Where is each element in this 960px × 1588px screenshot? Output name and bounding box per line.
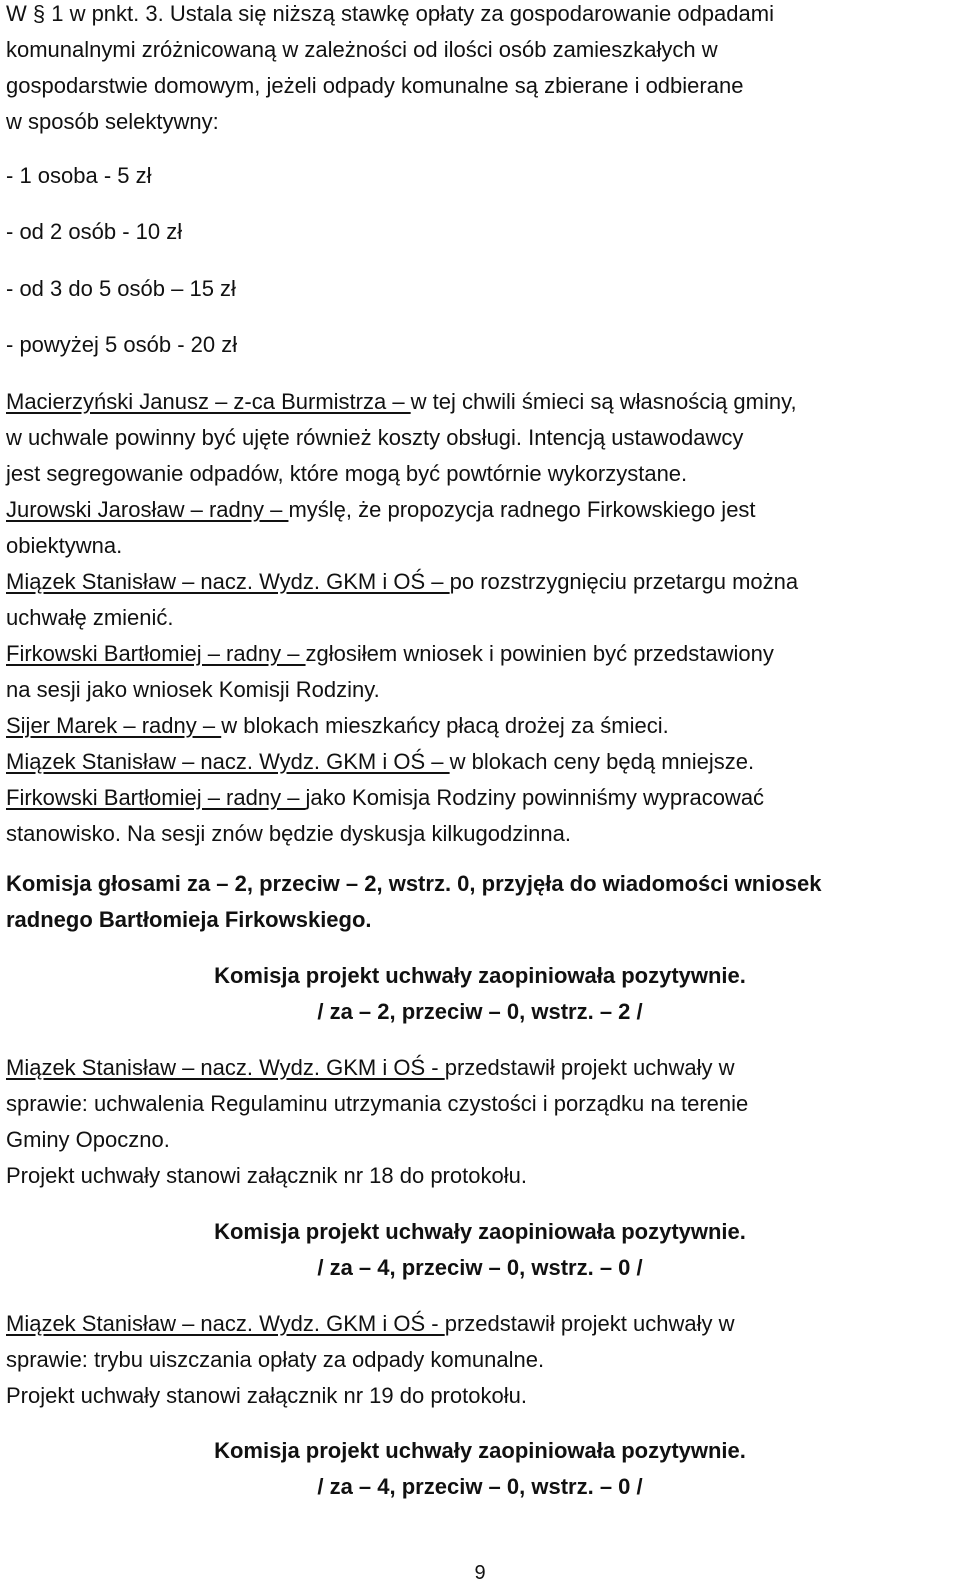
presentation-line: sprawie: trybu uiszczania opłaty za odpady komunalne. xyxy=(6,1347,545,1372)
statement-cont: obiektywna. xyxy=(6,533,123,558)
speaker-name: Firkowski Bartłomiej – radny – xyxy=(6,785,306,810)
statement xyxy=(6,384,954,420)
opinion-line: Komisja projekt uchwały zaopiniowała pozytywnie. xyxy=(214,1219,746,1244)
statement-cont: na sesji jako wniosek Komisji Rodziny. xyxy=(6,677,380,702)
presentation-line xyxy=(6,1306,954,1342)
speaker-name: Miązek Stanisław – nacz. Wydz. GKM i OŚ – xyxy=(6,569,450,594)
intro-line: w sposób selektywny: xyxy=(6,109,219,134)
statement xyxy=(6,780,954,816)
statement-cont: stanowisko. Na sesji znów będzie dyskusja kilkugodzinna. xyxy=(6,821,571,846)
opinion-vote: / za – 4, przeciw – 0, wstrz. – 0 / xyxy=(317,1474,643,1499)
intro-paragraph xyxy=(6,0,954,140)
opinion-vote: / za – 2, przeciw – 0, wstrz. – 2 / xyxy=(317,999,643,1024)
presentation-line: sprawie: uchwalenia Regulaminu utrzymania czystości i porządku na terenie xyxy=(6,1091,749,1116)
speaker-name: Miązek Stanisław – nacz. Wydz. GKM i OŚ – xyxy=(6,749,450,774)
presentation-2 xyxy=(6,1306,954,1414)
opinion-block-1 xyxy=(6,958,954,1030)
statement xyxy=(6,744,954,780)
presentation-text: przedstawił projekt uchwały w xyxy=(444,1055,735,1080)
opinion-block-2 xyxy=(6,1214,954,1286)
statement-text: jako Komisja Rodziny powinniśmy wypracować xyxy=(305,785,765,810)
opinion-vote: / za – 4, przeciw – 0, wstrz. – 0 / xyxy=(317,1255,643,1280)
statement-cont: jest segregowanie odpadów, które mogą być powtórnie wykorzystane. xyxy=(6,461,688,486)
opinion-line: Komisja projekt uchwały zaopiniowała pozytywnie. xyxy=(214,1438,746,1463)
vote-line: Komisja głosami za – 2, przeciw – 2, wstrz. 0, przyjęła do wiadomości wniosek xyxy=(6,871,822,896)
intro-line: gospodarstwie domowym, jeżeli odpady komunalne są zbierane i odbierane xyxy=(6,73,744,98)
statement xyxy=(6,636,954,672)
intro-line: komunalnymi zróżnicowaną w zależności od ilości osób zamieszkałych w xyxy=(6,37,718,62)
statement-cont: w uchwale powinny być ujęte również koszty obsługi. Intencją ustawodawcy xyxy=(6,425,744,450)
speaker-name: Jurowski Jarosław – radny – xyxy=(6,497,289,522)
speaker-name: Sijer Marek – radny – xyxy=(6,713,222,738)
presentation-line xyxy=(6,1050,954,1086)
rate-item: - od 3 do 5 osób – 15 zł xyxy=(6,276,236,301)
presentation-line: Projekt uchwały stanowi załącznik nr 18 do protokołu. xyxy=(6,1163,527,1188)
statement-cont: uchwałę zmienić. xyxy=(6,605,174,630)
vote-result xyxy=(6,866,954,938)
presentation-line: Projekt uchwały stanowi załącznik nr 19 do protokołu. xyxy=(6,1383,527,1408)
presentation-1 xyxy=(6,1050,954,1194)
speaker-name: Macierzyński Janusz – z-ca Burmistrza – xyxy=(6,389,411,414)
statement-text: w blokach mieszkańcy płacą drożej za śmieci. xyxy=(221,713,669,738)
page-number: 9 xyxy=(474,1562,486,1584)
statements xyxy=(6,384,954,852)
speaker-name: Firkowski Bartłomiej – radny – xyxy=(6,641,306,666)
presentation-text: przedstawił projekt uchwały w xyxy=(444,1311,735,1336)
statement-text: po rozstrzygnięciu przetargu można xyxy=(449,569,799,594)
statement xyxy=(6,492,954,528)
statement xyxy=(6,708,954,744)
rate-item: - powyżej 5 osób - 20 zł xyxy=(6,332,238,357)
intro-line: W § 1 w pnkt. 3. Ustala się niższą stawkę opłaty za gospodarowanie odpadami xyxy=(6,1,774,26)
statement-text: w tej chwili śmieci są własnością gminy, xyxy=(410,389,797,414)
vote-line: radnego Bartłomieja Firkowskiego. xyxy=(6,907,372,932)
statement xyxy=(6,564,954,600)
presentation-line: Gminy Opoczno. xyxy=(6,1127,170,1152)
rate-item: - od 2 osób - 10 zł xyxy=(6,219,183,244)
statement-text: myślę, że propozycja radnego Firkowskiego jest xyxy=(288,497,756,522)
statement-text: zgłosiłem wniosek i powinien być przedstawiony xyxy=(305,641,774,666)
speaker-name: Miązek Stanisław – nacz. Wydz. GKM i OŚ - xyxy=(6,1055,445,1080)
opinion-block-3 xyxy=(6,1433,954,1505)
rate-item: - 1 osoba - 5 zł xyxy=(6,163,152,188)
statement-text: w blokach ceny będą mniejsze. xyxy=(449,749,755,774)
speaker-name: Miązek Stanisław – nacz. Wydz. GKM i OŚ - xyxy=(6,1311,445,1336)
opinion-line: Komisja projekt uchwały zaopiniowała pozytywnie. xyxy=(214,963,746,988)
